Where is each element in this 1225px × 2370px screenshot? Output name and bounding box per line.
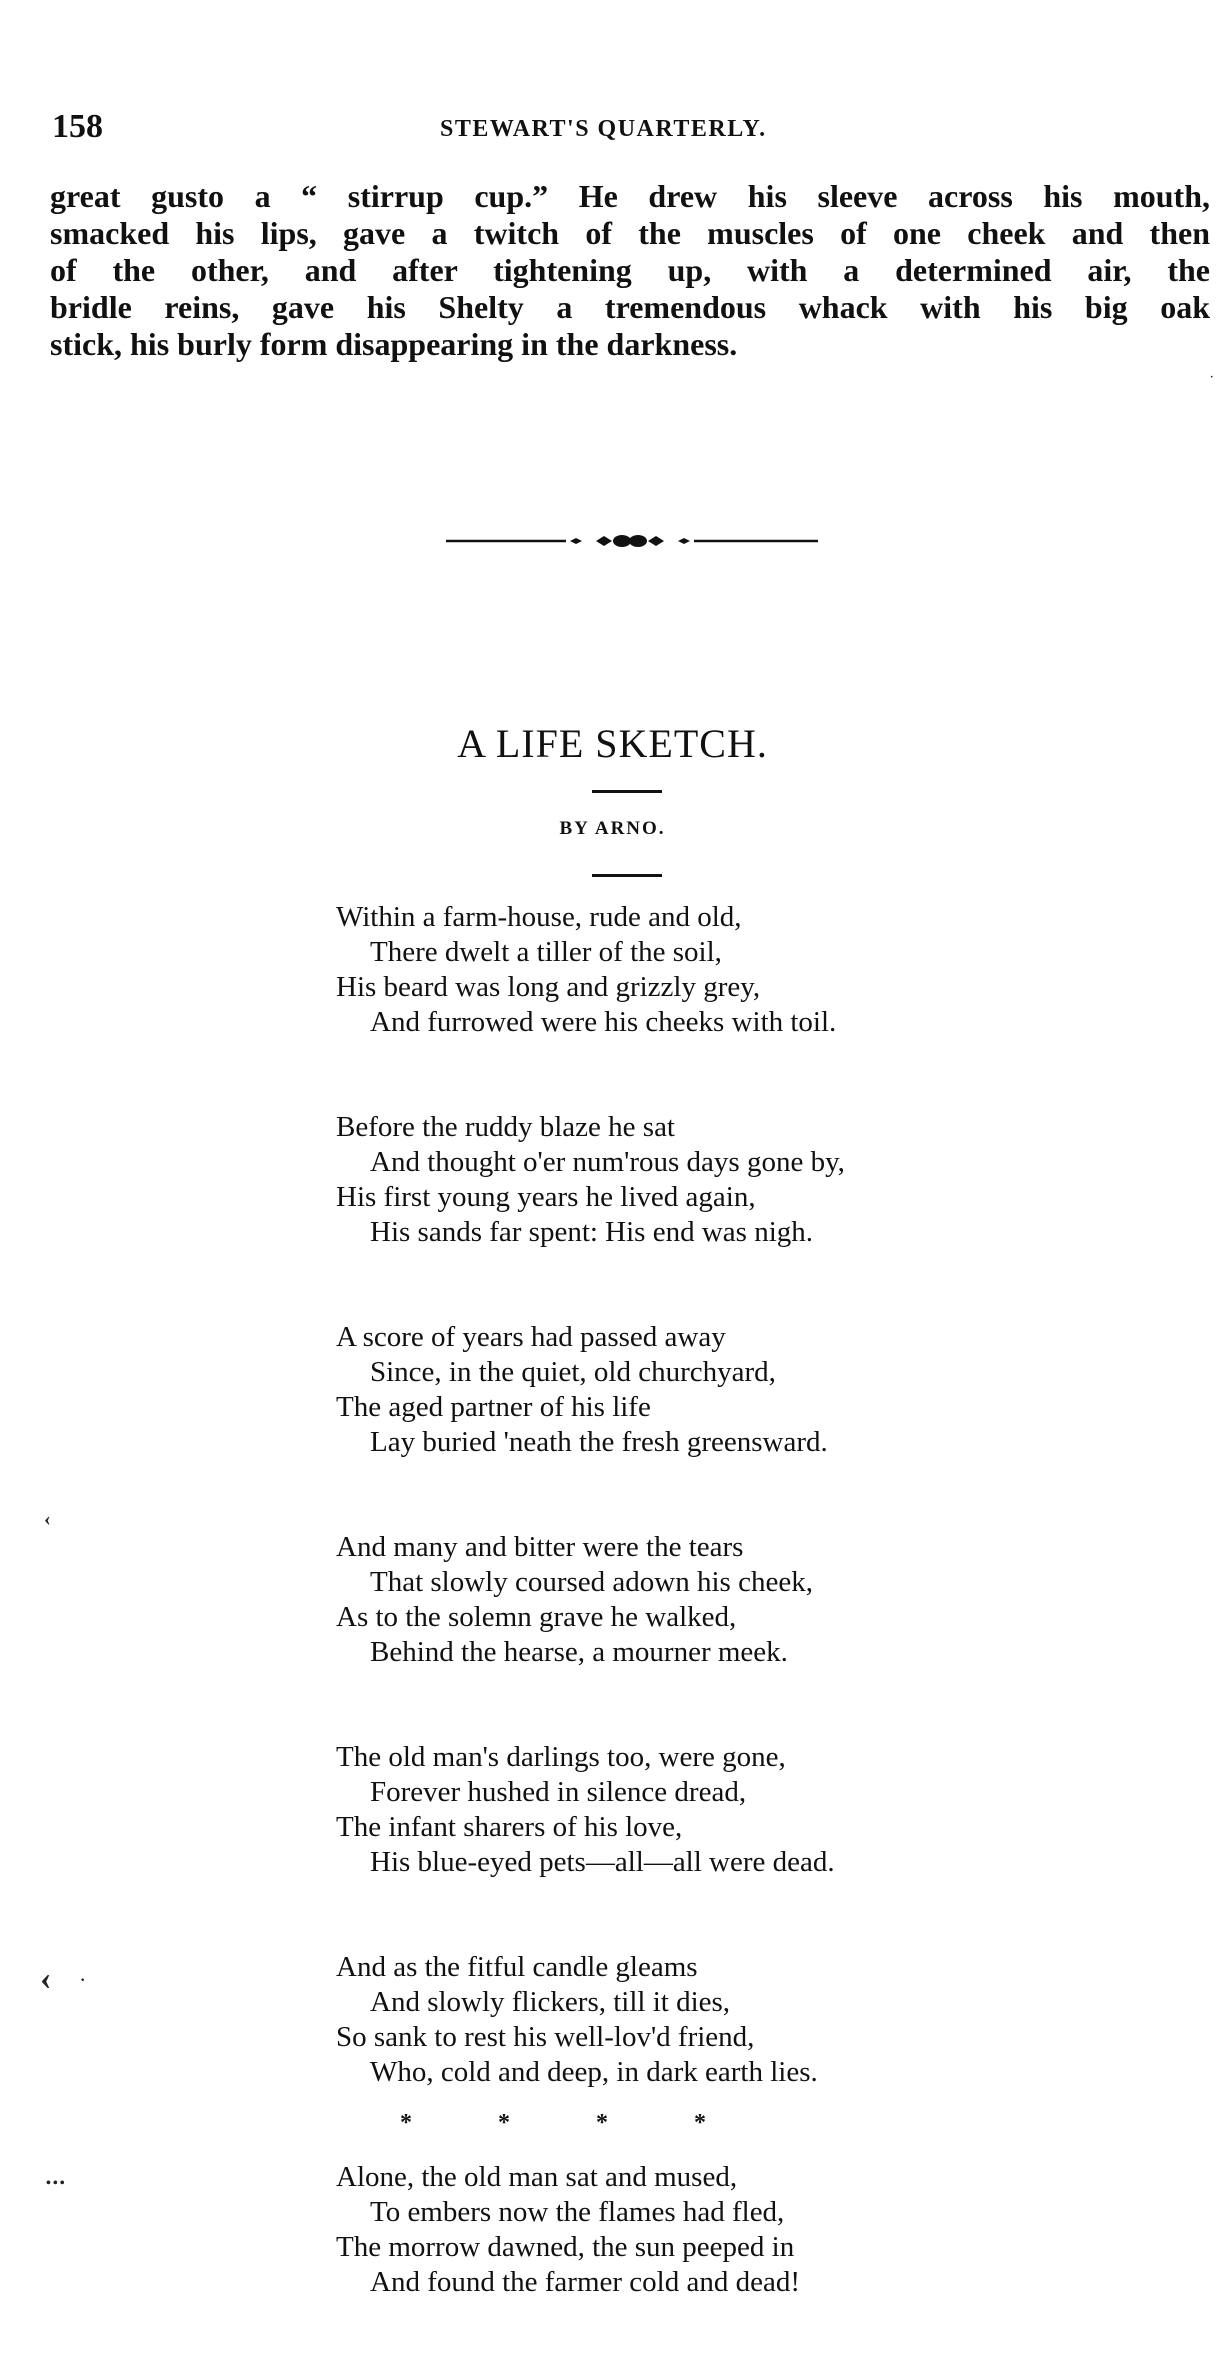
section-ornament <box>446 530 818 552</box>
poem-stanza <box>336 1740 1096 1880</box>
poem-stanza <box>336 1320 1096 1460</box>
poem-line: And slowly flickers, till it dies, <box>370 1986 731 2018</box>
poem-line: The old man's darlings too, were gone, <box>336 1741 786 1773</box>
poem-line: The aged partner of his life <box>336 1391 651 1423</box>
running-head <box>52 108 1212 148</box>
page-number: 158 <box>52 108 103 145</box>
byline: BY ARNO. <box>559 818 666 839</box>
poem-line: And as the fitful candle gleams <box>336 1951 698 1983</box>
poem-line: As to the solemn grave he walked, <box>336 1601 737 1633</box>
poem-line: The morrow dawned, the sun peeped in <box>336 2231 795 2263</box>
poem-stanza <box>336 1110 1096 1250</box>
poem-line: Before the ruddy blaze he sat <box>336 1111 675 1143</box>
poem-line: And found the farmer cold and dead! <box>370 2266 801 2298</box>
poem-line: To embers now the flames had fled, <box>370 2196 785 2228</box>
prose-line: smacked his lips, gave a twitch of the muscles of one cheek and then <box>50 215 1210 251</box>
poem-stanza <box>336 900 1096 1040</box>
prose-line: great gusto a “ stirrup cup.” He drew his sleeve across his mouth, <box>50 178 1210 214</box>
poem-line: Lay buried 'neath the fresh greensward. <box>370 1426 828 1458</box>
poem-line: That slowly coursed adown his cheek, <box>370 1566 813 1598</box>
prose-paragraph <box>50 178 1210 363</box>
poem-line: Within a farm-house, rude and old, <box>336 901 742 933</box>
title-rule <box>592 790 662 793</box>
poem-line: His beard was long and grizzly grey, <box>336 971 761 1003</box>
poem-line: There dwelt a tiller of the soil, <box>370 936 722 968</box>
poem-line: The infant sharers of his love, <box>336 1811 683 1843</box>
poem <box>336 900 1096 2370</box>
poem-line: So sank to rest his well-lov'd friend, <box>336 2021 755 2053</box>
poem-line: And furrowed were his cheeks with toil. <box>370 1006 837 1038</box>
poem-stanza-final <box>336 2160 1096 2300</box>
print-speck: · <box>1210 372 1214 383</box>
poem-line: And thought o'er num'rous days gone by, <box>370 1146 845 1178</box>
prose-line: bridle reins, gave his Shelty a tremendous whack with his big oak <box>50 289 1210 325</box>
poem-line: Alone, the old man sat and mused, <box>336 2161 738 2193</box>
poem-line: A score of years had passed away <box>336 1321 726 1353</box>
print-speck: ‹ <box>44 1508 51 1530</box>
print-speck: · <box>80 1972 86 1989</box>
poem-line: Behind the hearse, a mourner meek. <box>370 1636 788 1668</box>
poem-stanza <box>336 1530 1096 1670</box>
prose-line: stick, his burly form disappearing in the darkness. <box>50 326 738 362</box>
poem-line: His blue-eyed pets—all—all were dead. <box>370 1846 835 1878</box>
running-title: STEWART'S QUARTERLY. <box>440 116 767 142</box>
article-title: A LIFE SKETCH. <box>457 721 768 766</box>
poem-line: And many and bitter were the tears <box>336 1531 744 1563</box>
print-speck: ••• <box>46 2176 67 2191</box>
prose-line: of the other, and after tightening up, with a determined air, the <box>50 252 1210 288</box>
print-speck: ‹ <box>40 1960 52 1997</box>
poem-stanza <box>336 1950 1096 2090</box>
poem-line: Since, in the quiet, old churchyard, <box>370 1356 776 1388</box>
poem-line: Who, cold and deep, in dark earth lies. <box>370 2056 818 2088</box>
poem-line: His sands far spent: His end was nigh. <box>370 1216 814 1248</box>
poem-line: Forever hushed in silence dread, <box>370 1776 747 1808</box>
byline-rule <box>592 874 662 877</box>
stanza-separator: * * * * <box>400 2110 706 2136</box>
poem-line: His first young years he lived again, <box>336 1181 756 1213</box>
